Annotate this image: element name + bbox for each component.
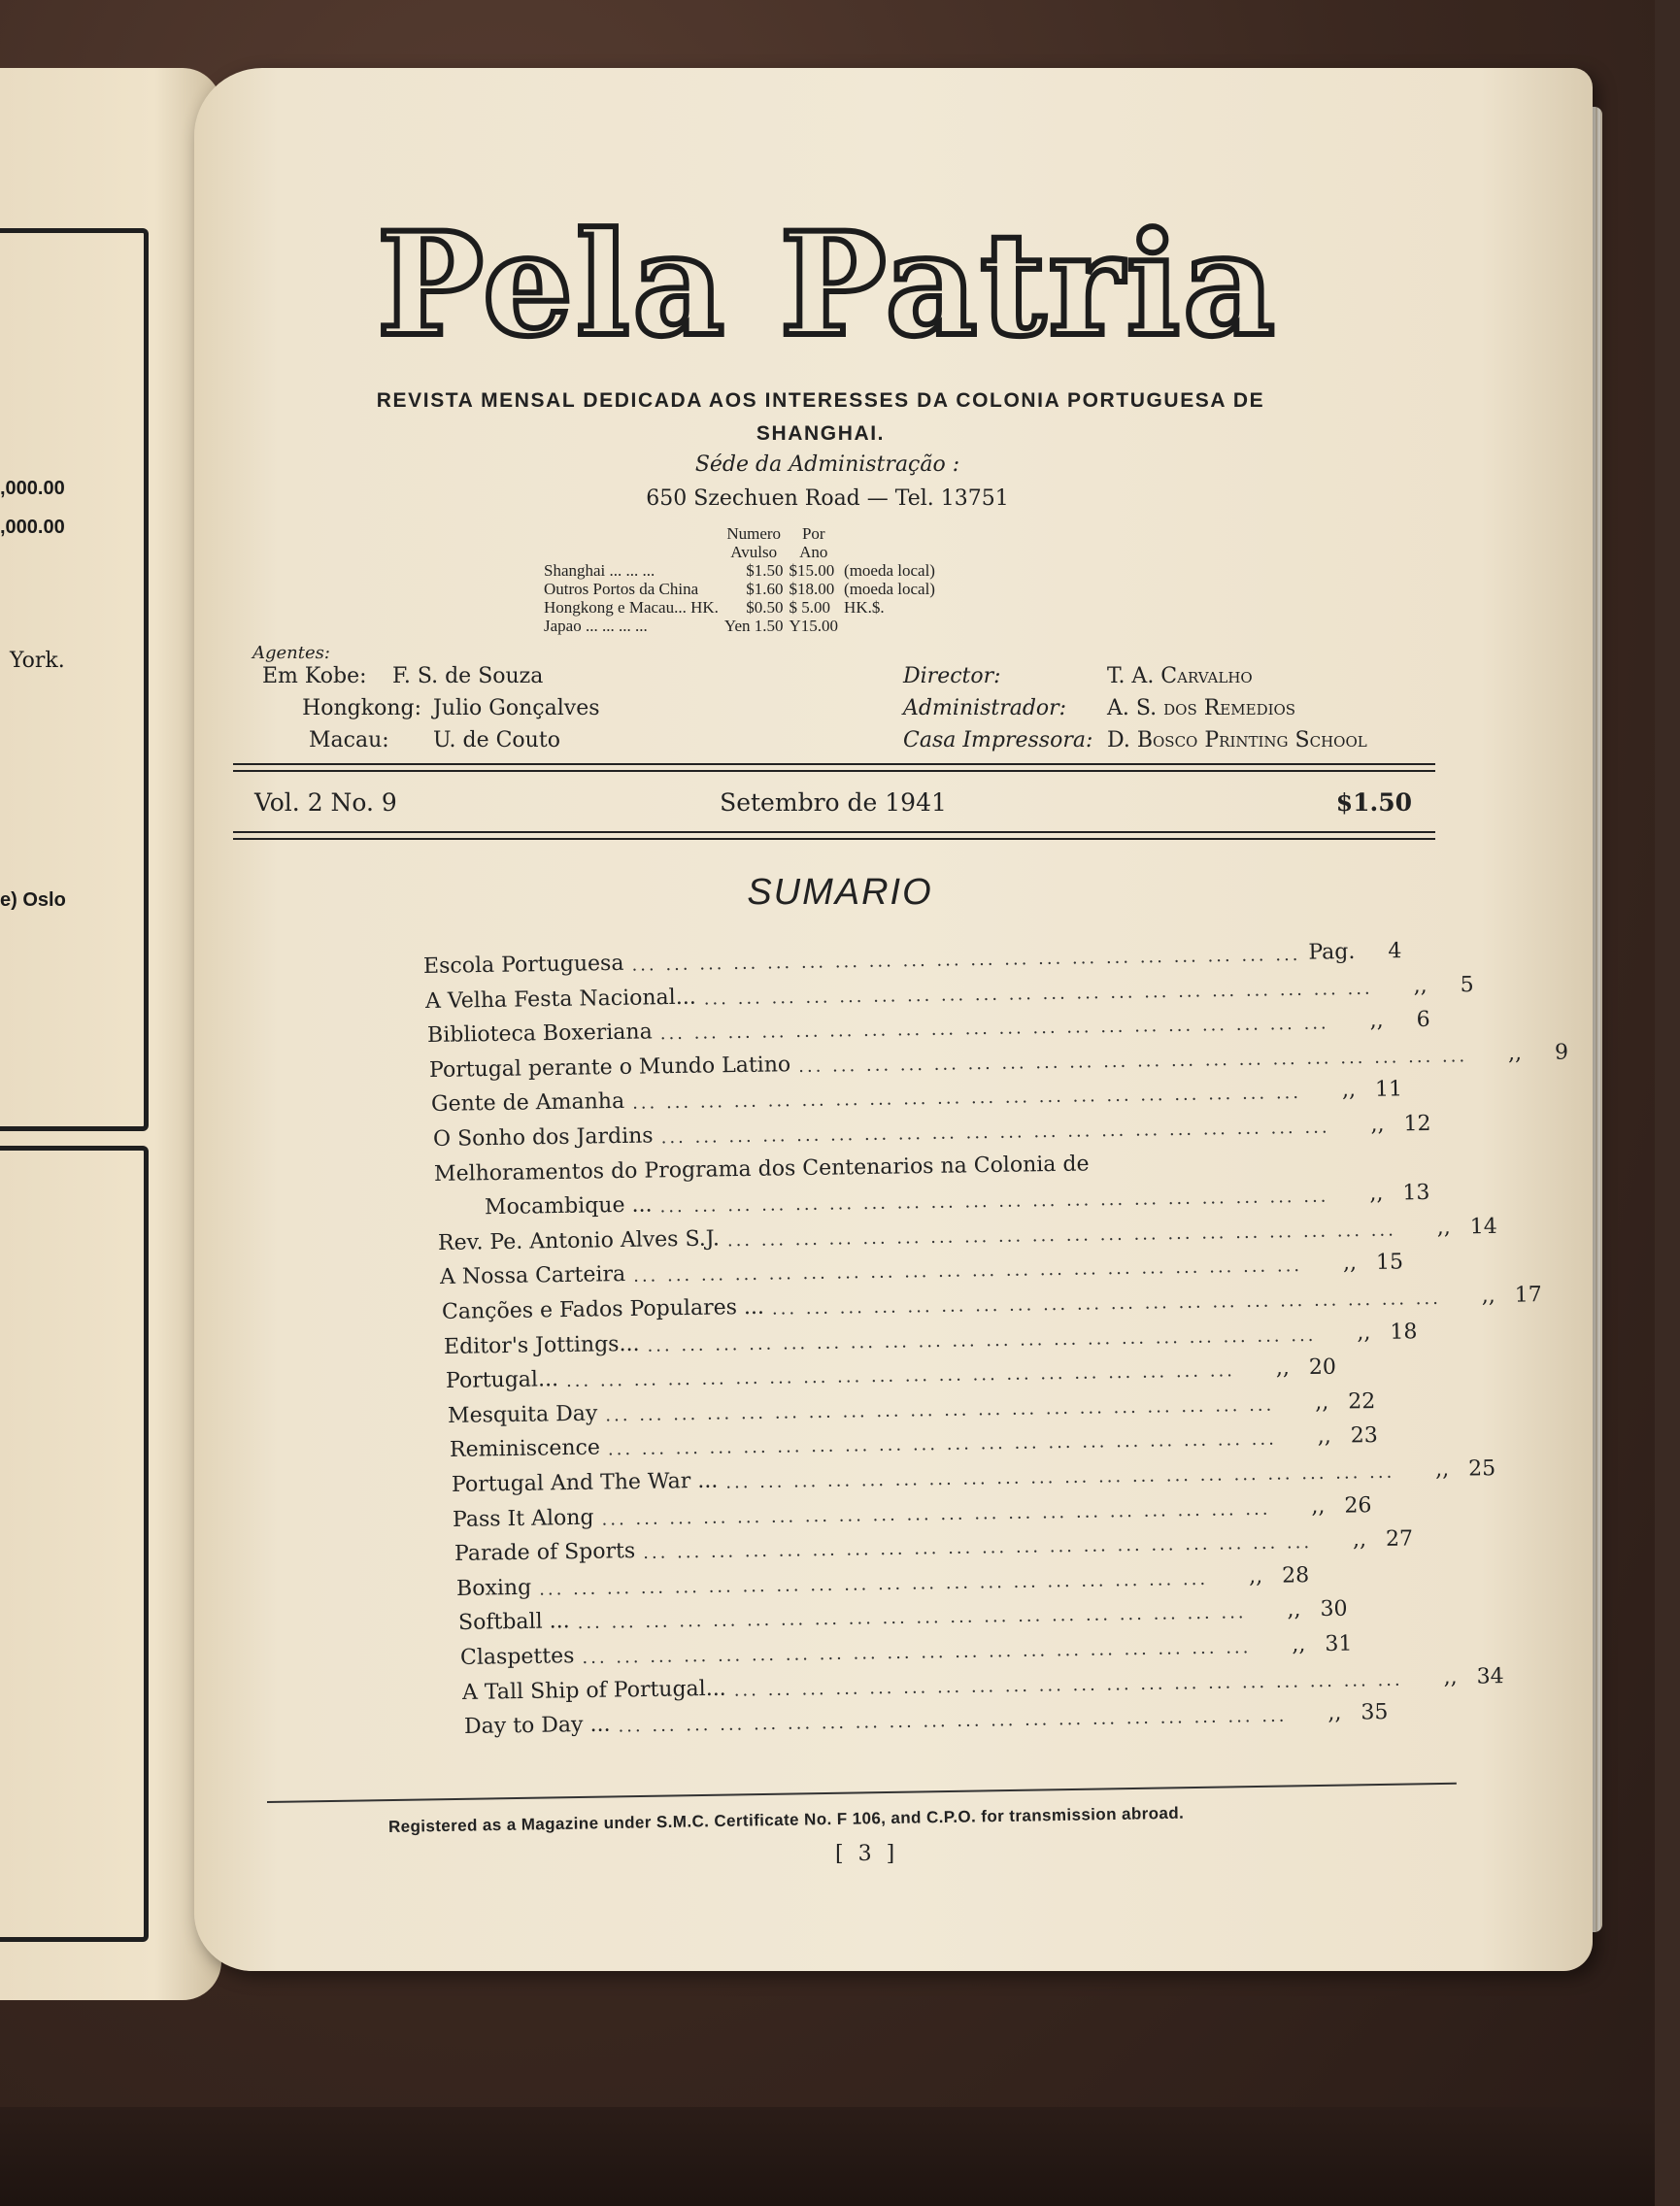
price-note: (moeda local) <box>844 580 935 598</box>
toc-page-number: 34 <box>1476 1663 1504 1689</box>
toc-ditto-mark: ,, <box>1434 1456 1449 1483</box>
price-single: $0.50 <box>746 598 784 617</box>
administration-address: 650 Szechuen Road — Tel. 13751 <box>646 486 1009 511</box>
toc-entry-title: Softball ... <box>457 1609 570 1636</box>
toc-entry-title: Melhoramentos do Programa dos Centenarios na Colonia de <box>434 1151 1091 1187</box>
price-annual-header: Ano <box>799 543 828 561</box>
toc-page-number: 14 <box>1469 1214 1498 1240</box>
toc-leader-dots: ... ... ... ... ... ... ... ... ... ... ... ... ... ... ... ... ... ... ... ... <box>607 1429 1277 1460</box>
left-fragment: ,000.00 <box>0 478 65 499</box>
toc-ditto-mark: ,, <box>1341 1078 1356 1103</box>
price-place: Shanghai ... ... ... <box>544 561 655 580</box>
toc-page-number: 22 <box>1347 1388 1376 1415</box>
toc-ditto-mark: ,, <box>1311 1493 1327 1519</box>
toc-entry-title: Parade of Sports <box>454 1539 636 1567</box>
toc-entry-title: A Nossa Carteira <box>439 1262 626 1290</box>
toc-leader-dots: ... ... ... ... ... ... ... ... ... ... ... ... ... ... ... ... ... ... ... ... <box>733 1669 1403 1701</box>
toc-entry-title: O Sonho dos Jardins <box>432 1123 654 1152</box>
toc-entry-title: Claspettes <box>459 1644 575 1670</box>
toc-leader-dots: ... ... ... ... ... ... ... ... ... ... ... ... ... ... ... ... ... ... ... ... <box>539 1568 1209 1600</box>
toc-page-number: 12 <box>1402 1111 1431 1137</box>
toc-leader-dots: ... ... ... ... ... ... ... ... ... ... ... ... ... ... ... ... ... ... ... ... <box>604 1394 1275 1426</box>
toc-entry-title: Day to Day ... <box>463 1712 611 1740</box>
staff-role: Director: <box>903 664 1001 688</box>
toc-page-number: 11 <box>1374 1077 1402 1103</box>
price-annual: $18.00 <box>789 580 835 598</box>
toc-ditto-mark: ,, <box>1357 1320 1371 1345</box>
toc-ditto-mark: ,, <box>1317 1424 1331 1450</box>
toc-ditto-mark: ,, <box>1507 1041 1522 1066</box>
toc-ditto-mark: ,, <box>1369 1181 1384 1207</box>
price-place: Japao ... ... ... ... <box>544 617 648 635</box>
toc-leader-dots: ... ... ... ... ... ... ... ... ... ... ... ... ... ... ... ... ... ... ... ... <box>659 1013 1329 1045</box>
toc-page-number: 4 <box>1388 939 1402 964</box>
agent-place: Hongkong: <box>302 696 421 720</box>
toc-page-number: 18 <box>1390 1319 1418 1345</box>
toc-ditto-mark: ,, <box>1481 1283 1496 1309</box>
toc-entry-title: Portugal And The War ... <box>451 1468 718 1497</box>
agentes-label: Agentes: <box>252 643 330 663</box>
staff-role: Casa Impressora: <box>903 728 1093 752</box>
toc-entry-title: Biblioteca Boxeriana <box>426 1019 653 1049</box>
issue-price: $1.50 <box>1335 788 1412 817</box>
agent-place: Em Kobe: <box>262 664 367 688</box>
toc-leader-dots: ... ... ... ... ... ... ... ... ... ... ... ... ... ... ... ... ... ... ... ... <box>582 1637 1252 1669</box>
agent-name: U. de Couto <box>433 728 560 752</box>
toc-ditto-mark: ,, <box>1369 1008 1384 1033</box>
sede-label: Séde da Administração : <box>694 452 960 477</box>
toc-ditto-mark: ,, <box>1342 1251 1358 1276</box>
toc-page-number: 23 <box>1350 1423 1378 1449</box>
toc-entry-title: Portugal... <box>445 1367 558 1394</box>
toc-ditto-mark: ,, <box>1327 1700 1342 1726</box>
masthead-subtitle: REVISTA MENSAL DEDICADA AOS INTERESSES DA COLONIA PORTUGUESA DE SHANGHAI. <box>376 389 1265 445</box>
toc-leader-dots: ... ... ... ... ... ... ... ... ... ... ... ... ... ... ... ... ... ... ... ... <box>633 1255 1303 1287</box>
toc-page-number: 30 <box>1320 1597 1348 1622</box>
toc-entry-title: A Tall Ship of Portugal... <box>461 1676 726 1705</box>
toc-entry-title: Rev. Pe. Antonio Alves S.J. <box>438 1226 721 1255</box>
toc-leader-dots: ... ... ... ... ... ... ... ... ... ... ... ... ... ... ... ... ... ... ... ... <box>771 1287 1442 1320</box>
staff-name: D. Bosco Printing School <box>1107 728 1367 752</box>
toc-leader-dots: ... ... ... ... ... ... ... ... ... ... ... ... ... ... ... ... ... ... ... ... <box>659 1117 1330 1149</box>
left-fragment: e) Oslo <box>0 889 66 911</box>
toc-entry-title: Canções e Fados Populares ... <box>441 1294 765 1324</box>
toc-ditto-mark: ,, <box>1443 1664 1458 1689</box>
price-annual: $ 5.00 <box>789 598 831 617</box>
toc-leader-dots: ... ... ... ... ... ... ... ... ... ... ... ... ... ... ... ... ... ... ... ... <box>643 1532 1313 1564</box>
toc-leader-dots: ... ... ... ... ... ... ... ... ... ... ... ... ... ... ... ... ... ... ... ... <box>797 1046 1467 1077</box>
toc-entry-title: Portugal perante o Mundo Latino <box>428 1052 791 1083</box>
toc-page-number: 27 <box>1386 1526 1414 1553</box>
toc-leader-dots: ... ... ... ... ... ... ... ... ... ... ... ... ... ... ... ... ... ... ... ... <box>565 1360 1235 1392</box>
staff-role: Administrador: <box>903 696 1067 720</box>
toc-leader-dots: ... ... ... ... ... ... ... ... ... ... ... ... ... ... ... ... ... ... ... ... <box>703 978 1373 1010</box>
toc-ditto-mark: ,, <box>1413 973 1428 998</box>
left-fragment: ,000.00 <box>0 517 65 538</box>
toc-ditto-mark: ,, <box>1369 1112 1385 1137</box>
price-single: $1.60 <box>746 580 784 598</box>
toc-entry-title: A Velha Festa Nacional... <box>424 985 696 1014</box>
toc-leader-dots: ... ... ... ... ... ... ... ... ... ... ... ... ... ... ... ... ... ... ... ... <box>659 1186 1329 1218</box>
toc-entry-title: Pass It Along <box>453 1505 595 1532</box>
toc-entry-title: Gente de Amanha <box>430 1089 624 1118</box>
agent-name: Julio Gonçalves <box>433 696 600 720</box>
sumario-title: SUMARIO <box>747 872 933 913</box>
toc-entry-title: Mocambique ... <box>485 1192 653 1220</box>
toc-leader-dots: ... ... ... ... ... ... ... ... ... ... ... ... ... ... ... ... ... ... ... ... <box>724 1461 1394 1493</box>
toc-pag-label: Pag. <box>1308 939 1356 965</box>
toc-ditto-mark: ,, <box>1292 1632 1306 1657</box>
price-note: (moeda local) <box>844 561 935 580</box>
issue-volume: Vol. 2 No. 9 <box>254 788 397 817</box>
toc-page-number: 20 <box>1308 1354 1336 1381</box>
left-fragment: York. <box>10 649 65 673</box>
toc-entry-title: Escola Portuguesa <box>422 951 624 979</box>
toc-page-number: 5 <box>1460 972 1474 997</box>
toc-leader-dots: ... ... ... ... ... ... ... ... ... ... ... ... ... ... ... ... ... ... ... ... <box>631 944 1301 976</box>
toc-entry-title: Mesquita Day <box>447 1401 598 1428</box>
toc-ditto-mark: ,, <box>1436 1215 1452 1240</box>
agent-place: Macau: <box>309 728 389 752</box>
toc-entry-title: Editor's Jottings... <box>443 1331 640 1359</box>
price-place: Hongkong e Macau... HK. <box>544 598 719 617</box>
toc-entry-title: Reminiscence <box>449 1435 600 1463</box>
staff-name: T. A. Carvalho <box>1107 664 1253 688</box>
price-single-header: Avulso <box>730 543 778 561</box>
toc-leader-dots: ... ... ... ... ... ... ... ... ... ... ... ... ... ... ... ... ... ... ... ... <box>601 1498 1272 1530</box>
price-single-header: Numero <box>726 524 782 543</box>
staff-name: A. S. dos Remedios <box>1107 696 1296 720</box>
registration-notice: Registered as a Magazine under S.M.C. Certificate No. F 106, and C.P.O. for transmission abroad. <box>387 1803 1185 1836</box>
toc-leader-dots: ... ... ... ... ... ... ... ... ... ... ... ... ... ... ... ... ... ... ... ... <box>631 1083 1301 1115</box>
toc-ditto-mark: ,, <box>1249 1563 1263 1588</box>
toc-page-number: 28 <box>1282 1563 1310 1588</box>
toc-ditto-mark: ,, <box>1353 1527 1367 1553</box>
toc-page-number: 31 <box>1325 1631 1353 1657</box>
toc-page-number: 17 <box>1514 1283 1543 1308</box>
page-number: [ 3 ] <box>835 1842 899 1866</box>
toc-page-number: 6 <box>1416 1007 1430 1033</box>
issue-date: Setembro de 1941 <box>720 788 947 817</box>
toc-ditto-mark: ,, <box>1314 1389 1329 1415</box>
toc-page-number: 35 <box>1360 1700 1389 1725</box>
price-annual: Y15.00 <box>789 617 839 635</box>
price-single: $1.50 <box>746 561 784 580</box>
agent-name: F. S. de Souza <box>392 664 544 688</box>
price-annual-header: Por <box>801 524 825 543</box>
price-place: Outros Portos da China <box>544 580 699 598</box>
price-single: Yen 1.50 <box>723 617 784 635</box>
toc-ditto-mark: ,, <box>1287 1597 1301 1622</box>
toc-page-number: 26 <box>1344 1492 1373 1519</box>
toc-leader-dots: ... ... ... ... ... ... ... ... ... ... ... ... ... ... ... ... ... ... ... ... <box>577 1602 1247 1634</box>
toc-entry-title: Boxing <box>456 1575 532 1601</box>
toc-page-number: 9 <box>1554 1040 1568 1065</box>
toc-page-number: 15 <box>1375 1250 1404 1276</box>
masthead-title: Pela Patria <box>377 202 1278 368</box>
price-annual: $15.00 <box>789 561 835 580</box>
toc-leader-dots: ... ... ... ... ... ... ... ... ... ... ... ... ... ... ... ... ... ... ... ... <box>647 1324 1317 1356</box>
toc-leader-dots: ... ... ... ... ... ... ... ... ... ... ... ... ... ... ... ... ... ... ... ... <box>726 1220 1397 1252</box>
toc-page-number: 13 <box>1402 1181 1430 1206</box>
price-note: HK.$. <box>844 598 885 617</box>
toc-page-number: 25 <box>1467 1456 1495 1482</box>
toc-leader-dots: ... ... ... ... ... ... ... ... ... ... ... ... ... ... ... ... ... ... ... ... <box>618 1705 1288 1737</box>
toc-ditto-mark: ,, <box>1275 1355 1290 1381</box>
